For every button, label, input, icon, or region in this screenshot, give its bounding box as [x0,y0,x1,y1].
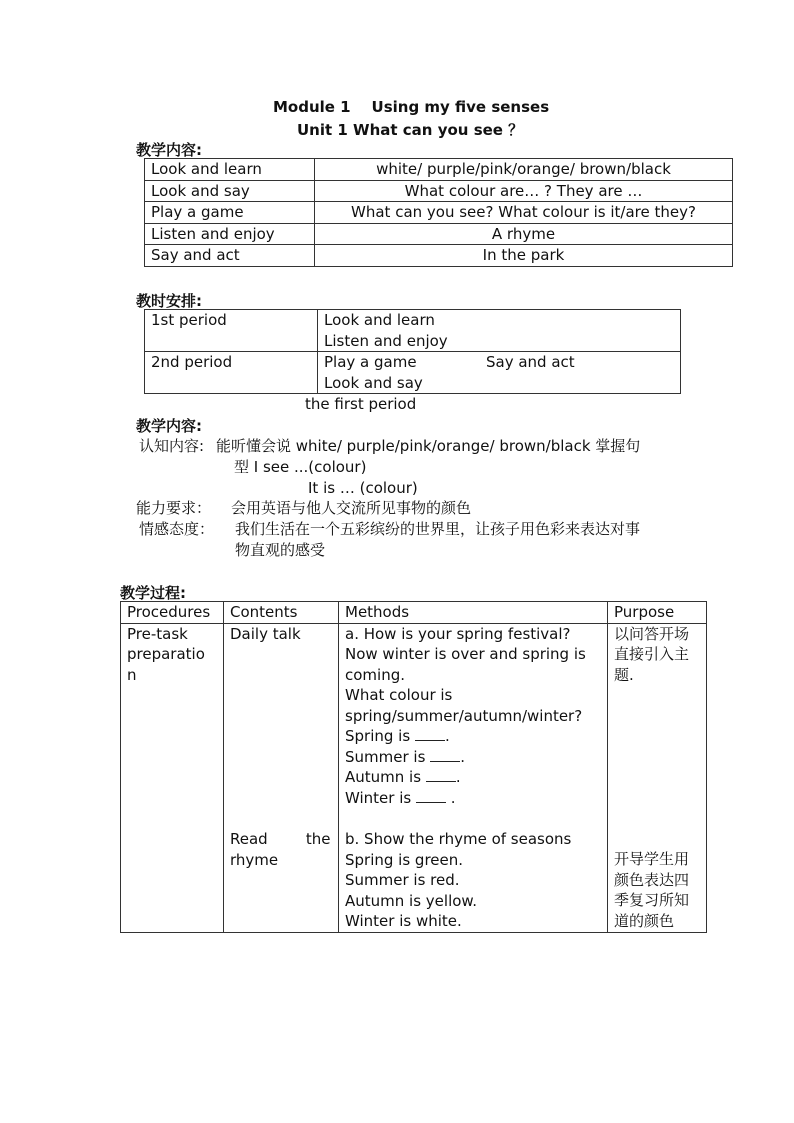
answer-blank [430,749,460,762]
method-line: What colour is [345,686,453,704]
method-line: Now winter is over and spring is [345,645,586,663]
purpose-line: 题. [614,665,634,684]
method-line: spring/summer/autumn/winter? [345,706,583,725]
table-cell: Look and say [145,180,315,202]
procedure-text: preparatio [127,645,205,663]
blank-prompt: Summer is [345,747,426,766]
process-table [120,601,707,933]
purpose-line: 季复习所知 [614,891,690,909]
table-row [145,202,733,224]
section-process-heading: 教学过程: [120,584,186,602]
ability-label: 能力要求： [136,499,212,517]
schedule-activity: Look and say [324,373,423,392]
contents-cell [224,623,339,932]
schedule-activity: Say and act [486,353,575,371]
table-row [121,623,707,932]
table-row [145,159,733,181]
schedule-activity: Look and learn [324,311,435,329]
answer-blank [416,790,446,803]
content-daily-talk: Daily talk [230,624,301,643]
table-row [145,352,681,394]
module-title: Module 1 Using my five senses [273,98,550,116]
emotion-text: 我们生活在一个五彩缤纷的世界里，让孩子用色彩来表达对事 [235,520,641,538]
column-header: Purpose [608,602,707,624]
column-header: Contents [224,602,339,624]
column-header: Procedures [121,602,224,624]
schedule-activity: Listen and enjoy [324,331,448,350]
table-cell: Say and act [145,245,315,267]
content-read-rhyme: rhyme [230,850,279,869]
purpose-line: 以问答开场 [614,624,690,643]
schedule-table [144,309,681,394]
table-header-row [121,602,707,624]
purpose-line: 颜色表达四 [614,870,690,889]
purpose-line: 直接引入主 [614,645,690,663]
table-cell: Look and learn [145,159,315,181]
answer-blank [426,769,456,782]
table-cell: A rhyme [315,223,733,245]
method-line: a. How is your spring festival? [345,624,571,643]
procedure-text: Pre-task [127,624,188,643]
table-row [145,180,733,202]
table-cell [318,310,681,352]
table-cell: What can you see? What colour is it/are they? [315,202,733,224]
method-line: b. Show the rhyme of seasons [345,830,572,848]
blank-prompt: Autumn is [345,768,422,786]
method-line: Summer is red. [345,871,460,889]
table-cell: white/ purple/pink/orange/ brown/black [315,159,733,181]
answer-blank [415,728,445,741]
method-line: coming. [345,665,405,684]
content-table [144,158,733,267]
table-cell [318,352,681,394]
ability-text: 会用英语与他人交流所见事物的颜色 [231,499,472,517]
procedure-text: n [127,665,137,684]
unit-title: Unit 1 What can you see ？ [297,121,524,139]
first-period-label: the first period [305,395,417,413]
procedure-cell [121,623,224,932]
methods-cell: a. How is your spring festival? Now winter is over and spring is coming. What colour is spring/summer/autumn/winter? Spring is . Summer is . Autumn is . Winter is . b. Show the rhyme of seasons Spring is green. Summer is red. Autumn is yellow. Winter is white. [339,623,608,932]
table-row [145,245,733,267]
method-line: Autumn is yellow. [345,891,478,910]
cognitive-text: It is … (colour) [308,479,418,497]
emotion-text: 物直观的感受 [235,541,326,559]
method-line: Winter is white. [345,912,462,930]
method-line: Spring is green. [345,850,464,869]
purpose-cell [608,623,707,932]
table-cell: 1st period [145,310,318,352]
blank-prompt: Winter is [345,788,412,807]
column-header: Methods [339,602,608,624]
content-read-rhyme: Read the [230,830,331,848]
purpose-line: 开导学生用 [614,850,690,868]
cognitive-label: 认知内容: [139,437,205,455]
table-cell: What colour are… ? They are … [315,180,733,202]
section-objectives-heading: 教学内容: [136,417,202,435]
cognitive-text: 能听懂会说 white/ purple/pink/orange/ brown/black 掌握句 [216,437,641,455]
section-schedule-heading: 教时安排: [136,292,202,310]
section-content-heading: 教学内容: [136,141,202,159]
cognitive-text: 型 I see ...(colour) [234,458,367,476]
table-row [145,223,733,245]
table-cell: 2nd period [145,352,318,394]
emotion-label: 情感态度： [139,520,215,538]
schedule-activity: Play a game [324,353,417,371]
blank-prompt: Spring is [345,727,411,745]
table-cell: In the park [315,245,733,267]
table-row [145,310,681,352]
table-cell: Play a game [145,202,315,224]
table-cell: Listen and enjoy [145,223,315,245]
purpose-line: 道的颜色 [614,911,675,930]
